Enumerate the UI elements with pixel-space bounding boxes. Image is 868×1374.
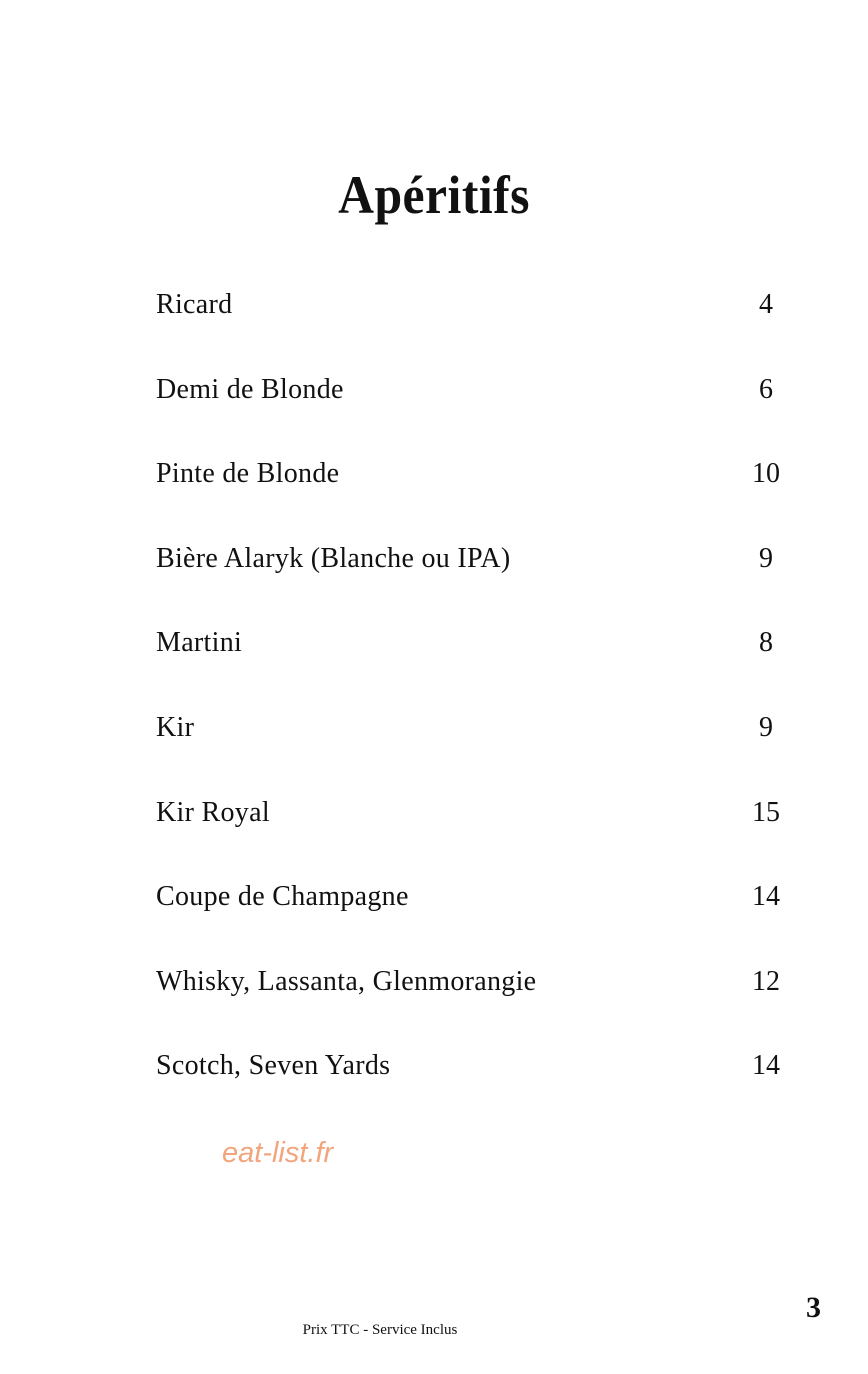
item-price: 6 [759, 373, 773, 405]
item-price: 9 [759, 542, 773, 574]
item-name: Kir [156, 711, 195, 743]
menu-item [156, 872, 796, 957]
watermark: eat-list.fr [222, 1137, 334, 1169]
item-name: Bière Alaryk (Blanche ou IPA) [156, 542, 511, 574]
menu-item [156, 365, 796, 450]
item-price: 15 [752, 796, 780, 828]
menu-item [156, 534, 796, 619]
item-price: 14 [752, 881, 780, 913]
item-name: Demi de Blonde [156, 373, 344, 405]
page-number: 3 [806, 1291, 821, 1324]
menu-list [156, 280, 796, 1126]
menu-item [156, 1041, 796, 1126]
item-name: Ricard [156, 289, 233, 320]
menu-item [156, 703, 796, 788]
item-price: 9 [759, 711, 773, 743]
footer-note: Prix TTC - Service Inclus [302, 1322, 458, 1338]
item-price: 8 [759, 627, 773, 659]
item-price: 12 [752, 965, 780, 997]
item-price: 10 [752, 458, 780, 490]
item-price: 14 [752, 1050, 780, 1082]
menu-item [156, 957, 796, 1042]
item-name: Whisky, Lassanta, Glenmorangie [156, 965, 537, 997]
item-name: Kir Royal [156, 796, 270, 828]
item-price: 4 [759, 289, 773, 320]
menu-item [156, 280, 796, 365]
menu-item [156, 788, 796, 873]
item-name: Pinte de Blonde [156, 458, 340, 490]
page-title: Apéritifs [338, 165, 530, 225]
item-name: Martini [156, 627, 243, 659]
menu-item [156, 449, 796, 534]
item-name: Coupe de Champagne [156, 881, 409, 913]
menu-item [156, 618, 796, 703]
item-name: Scotch, Seven Yards [156, 1050, 391, 1082]
